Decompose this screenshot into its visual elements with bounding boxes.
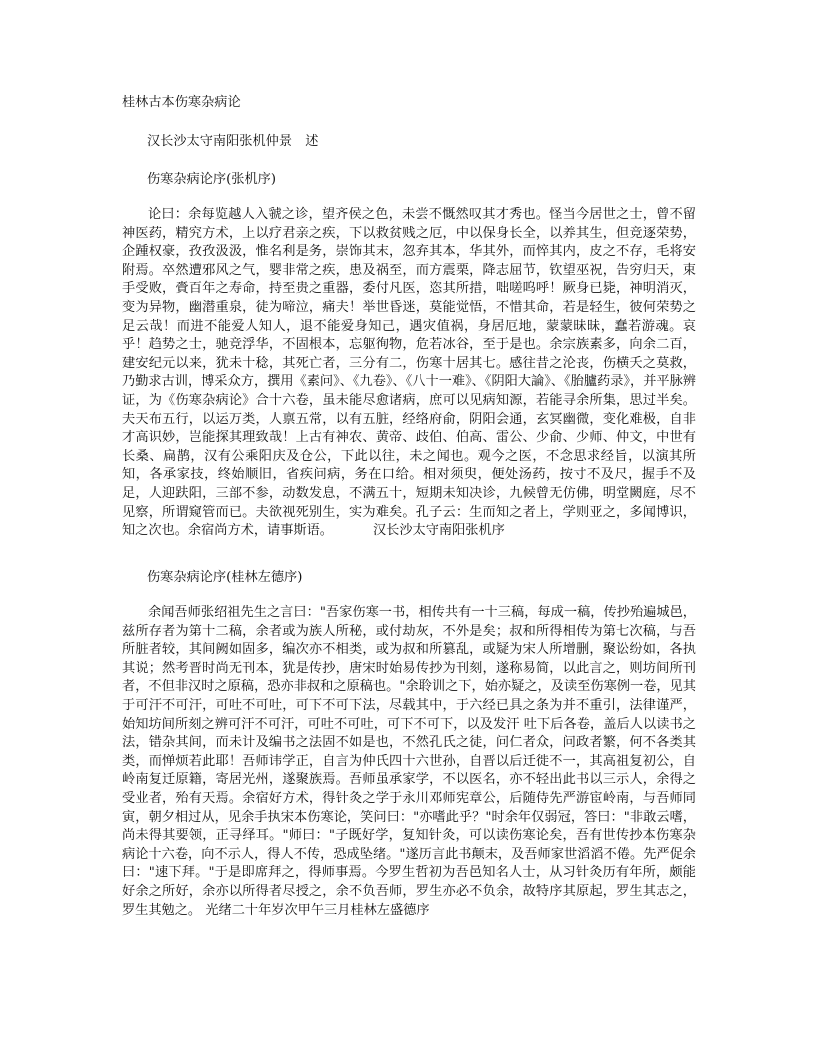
- preface2-heading: 伤寒杂病论序(桂林左德序): [147, 570, 303, 585]
- preface1-heading: 伤寒杂病论序(张机序): [147, 172, 276, 187]
- preface1-signature: 汉长沙太守南阳张机序: [373, 523, 505, 539]
- preface1-body: [122, 206, 696, 541]
- preface1-text: 论曰：余每览越人入虢之诊，望齐侯之色，未尝不慨然叹其才秀也。怪当今居世之士，曾不留神医药，精究方术，上以疗君亲之疾，下以救贫贱之厄，中以保身长全，以养其生，但竞逐荣势，企踵权豪，孜孜汲汲，惟名利是务，崇饰其末，忽弃其本，华其外，而悴其内，皮之不存，毛将安附焉。卒然遭邪风之气，婴非常之疾，患及祸至，而方震栗，降志屈节，钦望巫祝，告穷归天，束手受败，賫百年之寿命，持至贵之重器，委付凡医，恣其所措，咄嗟呜呼！厥身已毙，神明消灭，变为异物，幽潜重泉，徒为啼泣，痛夫！举世昏迷，莫能觉悟，不惜其命，若是轻生，彼何荣势之足云哉！而进不能爱人知人，退不能爱身知己，遇灾值祸，身居厄地，蒙蒙昧昧，蠢若游魂。哀乎！趋势之士，驰竞浮华，不固根本，忘躯徇物，危若冰谷，至于是也。余宗族素多，向余二百，建安纪元以来，犹未十稔，其死亡者，三分有二，伤寒十居其七。感往昔之沦丧，伤横夭之莫救，乃勤求古训，博采众方，撰用《素问》、《九卷》、《八十一难》、《阴阳大論》、《胎臚药录》，并平脉辨证，为《伤寒杂病论》合十六卷，虽未能尽愈诸病，庶可以见病知源，若能寻余所集，思过半矣。夫天布五行，以运万类，人禀五常，以有五脏，经络府俞，阴阳会通，玄冥幽微，变化难极，自非才高识妙，岂能探其理致哉！上古有神农、黄帝、歧伯、伯高、雷公、少俞、少师、仲文，中世有长桑、扁鹊，汉有公乘阳庆及仓公，下此以往，未之闻也。观今之医，不念思求经旨，以演其所知，各承家技，终始顺旧，省疾问病，务在口给。相对须臾，便处汤药，按寸不及尺，握手不及足，人迎趺阳，三部不参，动数发息，不满五十，短期未知决诊，九候曾无仿佛，明堂闕庭，尽不见察，所谓窥管而已。夫欲视死别生，实为难矣。孔子云：生而知之者上，学则亚之，多闻博识，知之次也。余宿尚方术，请事斯语。: [122, 207, 696, 539]
- document-title: 桂林古本伤寒杂病论: [122, 95, 241, 110]
- preface2-body: 余闻吾师张绍祖先生之言曰："吾家伤寒一书，相传共有一十三稿，每成一稿，传抄殆遍城邑，兹所存者为第十二稿，余者或为族人所秘，或付劫灰，不外是矣；叔和所得相传为第七次稿，与吾所脏者较，其间阙如固多，编次亦不相类，或为叔和所篡乱，或疑为宋人所增删，聚讼纷如，各执其说；然考晋时尚无刊本，犹是传抄，唐宋时始易传抄为刊刻，遂称易简，以此言之，则坊间所刊者，不但非汉时之原稿，恐亦非叔和之原稿也。"余聆训之下，始亦疑之，及读至伤寒例一卷，见其于可汗不可汗，可吐不可吐，可下不可下法，尽载其中，于六经已具之条为并不重引，法律谨严，始知坊间所刻之辨可汗不可汗，可吐不可吐，可下不可下，以及发汗 吐下后各卷，盖后人以读书之法，错杂其间，而未计及编书之法固不如是也，不然孔氏之徒，问仁者众，问政者繁，何不各类其类，而惮烦若此耶！吾师讳学正，自言为仲氏四十六世孙，自晋以后迁徙不一，其高祖复初公，自岭南复迁原籍，寄居光州，遂聚族焉。吾师虽承家学，不以医名，亦不轻出此书以三示人，余得之受业者，殆有天焉。余宿好方术，得针灸之学于永川邓师宪章公，后随侍先严游宦岭南，与吾师同寅，朝夕相过从，见余手执宋本伤寒论，笑问曰："亦嗜此乎？"时余年仅弱冠，答曰："非敢云嗜，尚未得其要领，正寻绎耳。"师曰："子既好学，复知针灸，可以读伤寒论矣，吾有世传抄本伤寒杂病论十六卷，向不示人，得人不传，恐成坠绪。"遂历言此书颠末，及吾师家世滔滔不倦。先严促余曰："速下拜。"于是即席拜之，得师事焉。今罗生哲初为吾邑知名人士，从习针灸历有年所，颇能好余之所好，余亦以所得者尽授之，余不负吾师，罗生亦必不负余，故特序其原起，罗生其志之，罗生其勉之。 光绪二十年岁次甲午三月桂林左盛德序: [122, 605, 696, 918]
- author-line: 汉长沙太守南阳张机仲景 述: [147, 134, 319, 149]
